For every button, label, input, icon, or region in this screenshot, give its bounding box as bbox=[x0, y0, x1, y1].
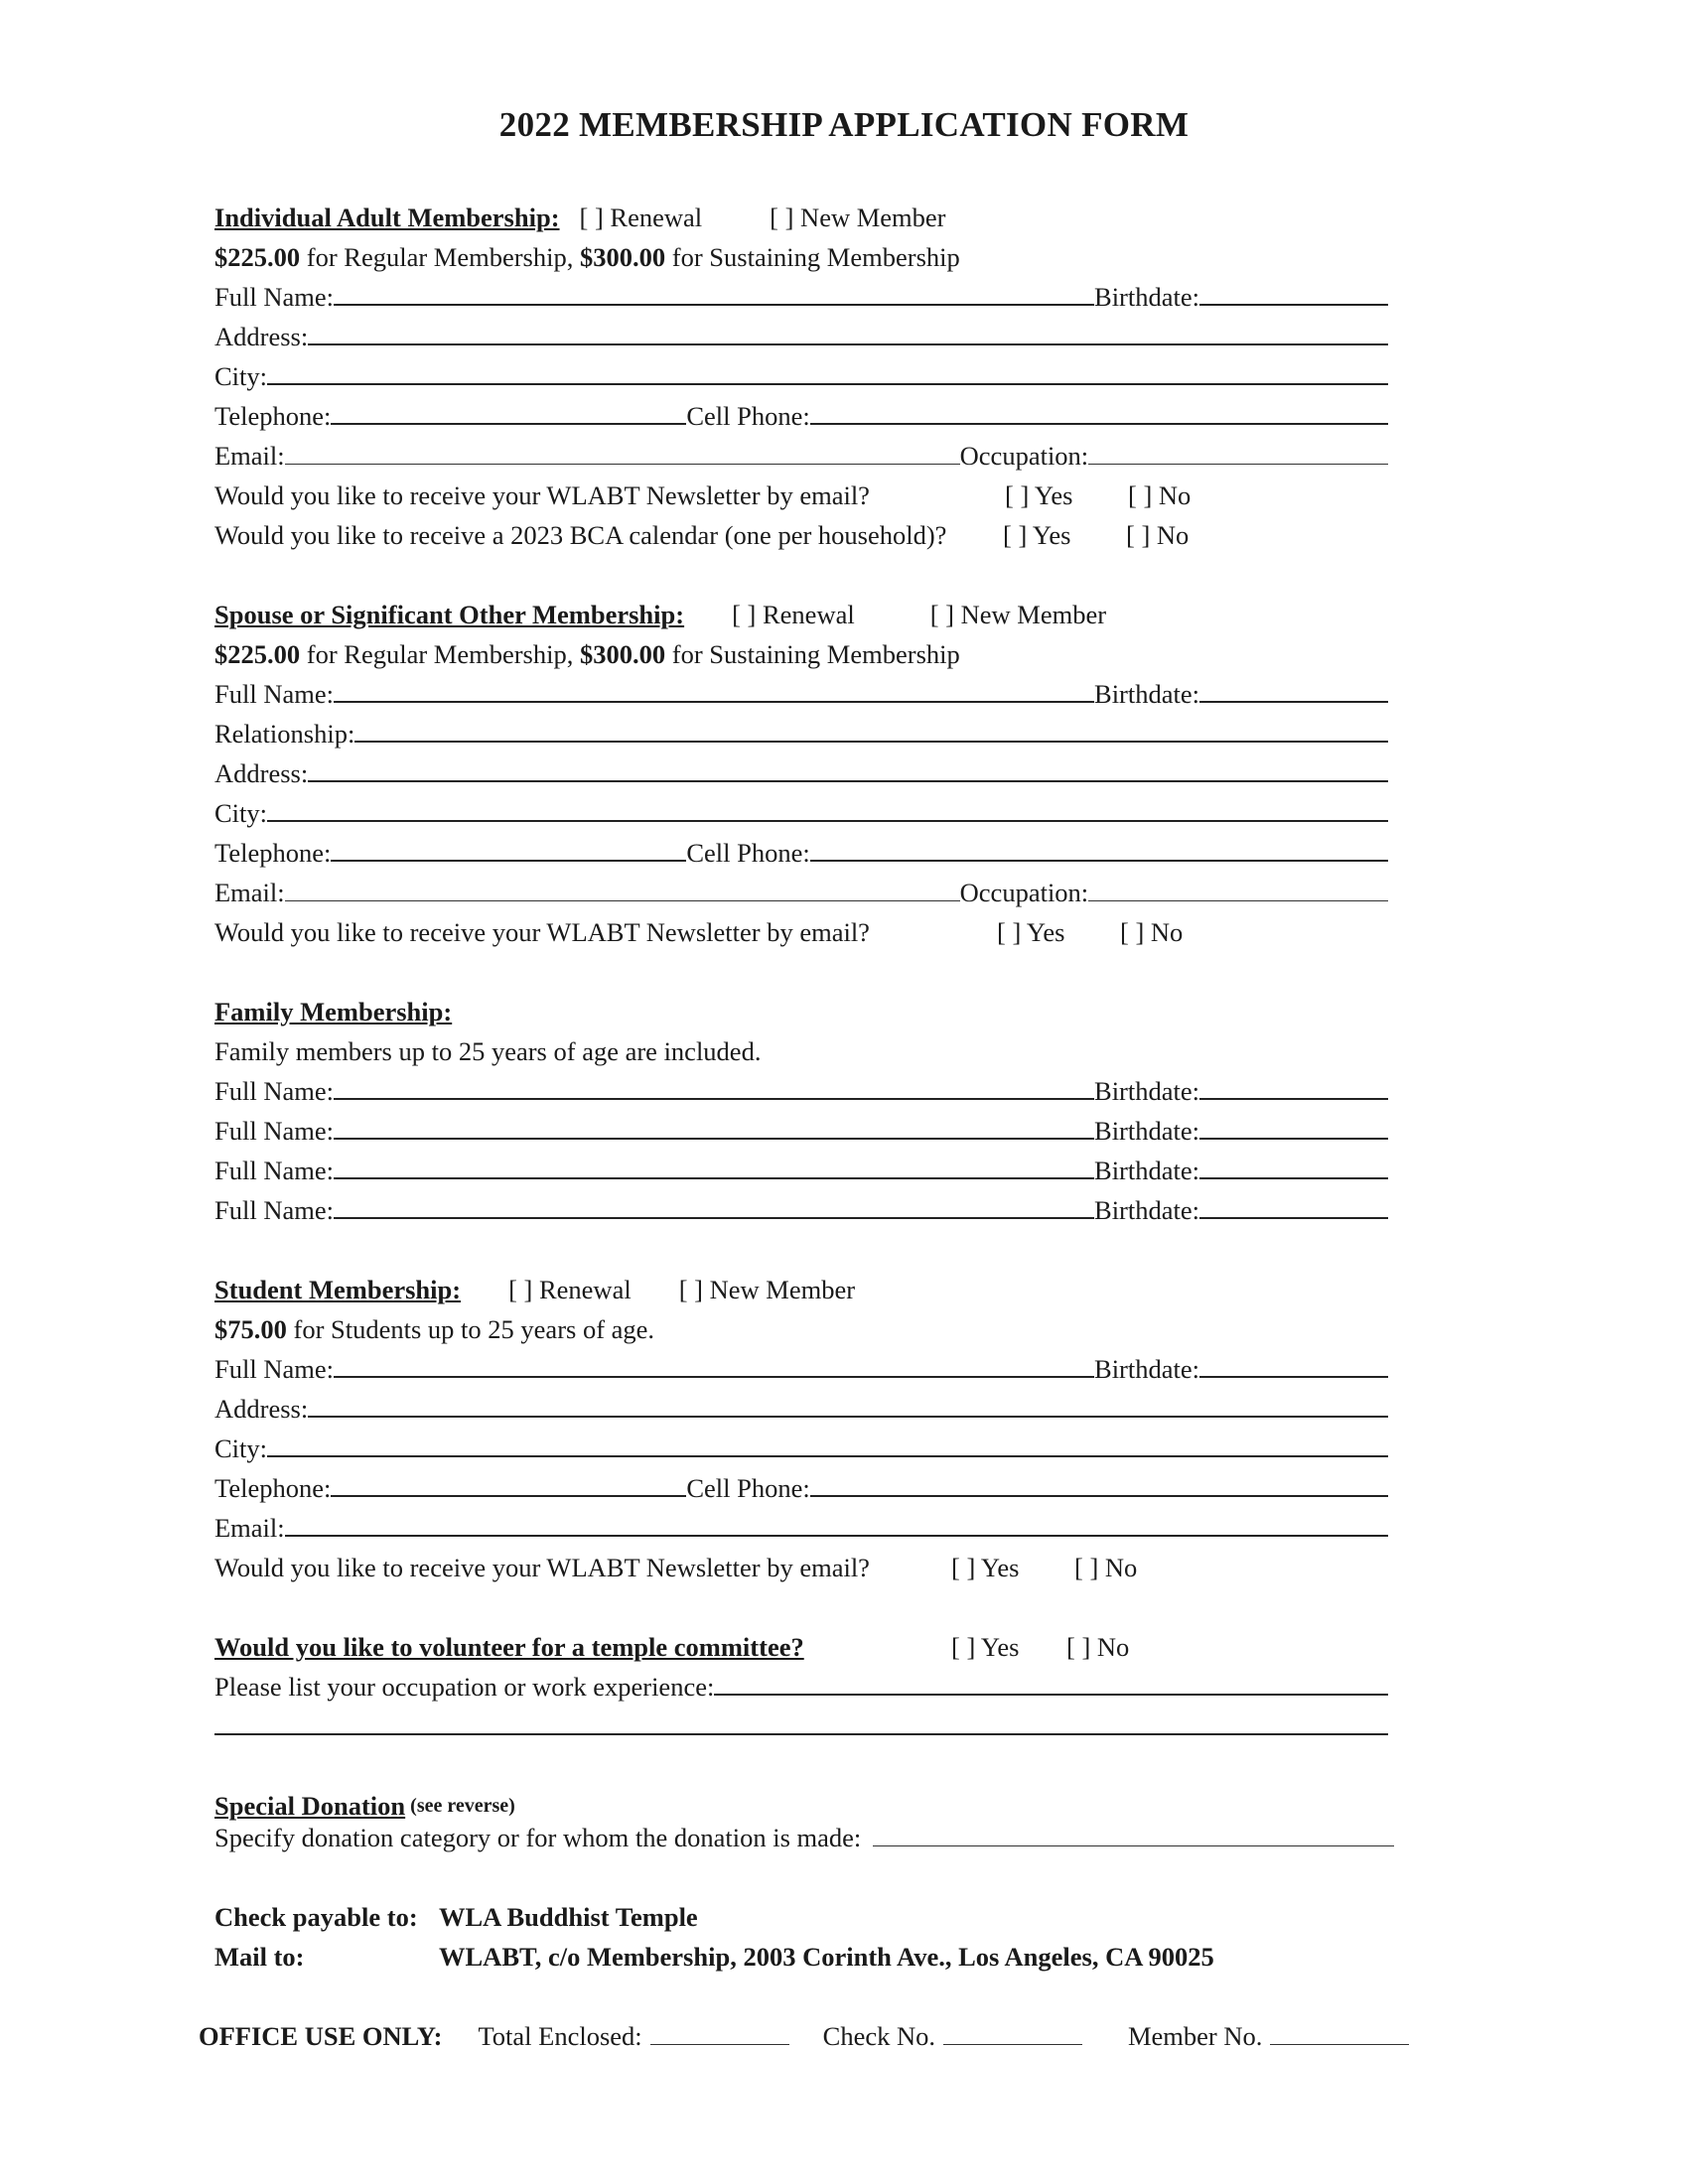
office-use-label: OFFICE USE ONLY: bbox=[199, 2021, 443, 2051]
student-birthdate-field[interactable] bbox=[1199, 1375, 1388, 1378]
city-label: City: bbox=[214, 361, 268, 391]
family-full-name-field-2[interactable] bbox=[334, 1137, 1094, 1140]
total-enclosed-field[interactable] bbox=[650, 2043, 789, 2045]
cell-phone-label: Cell Phone: bbox=[686, 838, 810, 868]
individual-new-member-checkbox[interactable]: [ ] New Member bbox=[770, 203, 946, 232]
student-address-field[interactable] bbox=[308, 1415, 1388, 1418]
student-telephone-field[interactable] bbox=[331, 1494, 686, 1497]
birthdate-label: Birthdate: bbox=[1094, 1076, 1199, 1106]
member-no-label: Member No. bbox=[1127, 2021, 1263, 2051]
birthdate-label: Birthdate: bbox=[1094, 282, 1199, 312]
individual-birthdate-field[interactable] bbox=[1199, 303, 1388, 306]
address-label: Address: bbox=[214, 758, 309, 788]
spouse-price-row bbox=[214, 629, 1388, 669]
individual-renewal-checkbox[interactable]: [ ] Renewal bbox=[579, 203, 703, 232]
student-newsletter-yes[interactable]: [ ] Yes bbox=[951, 1553, 1020, 1582]
family-full-name-field-1[interactable] bbox=[334, 1097, 1094, 1100]
spouse-city-row bbox=[214, 788, 1388, 828]
individual-occupation-field[interactable] bbox=[1088, 463, 1388, 465]
family-member-row-2 bbox=[214, 1106, 1388, 1146]
spouse-cell-phone-field[interactable] bbox=[810, 859, 1388, 862]
spouse-relationship-field[interactable] bbox=[354, 740, 1388, 743]
student-new-member-checkbox[interactable]: [ ] New Member bbox=[678, 1275, 856, 1304]
spouse-new-member-checkbox[interactable]: [ ] New Member bbox=[929, 600, 1107, 629]
email-label: Email: bbox=[214, 441, 285, 471]
student-header: Student Membership: bbox=[214, 1275, 462, 1304]
mail-to-value: WLABT, c/o Membership, 2003 Corinth Ave., Los Angeles, CA 90025 bbox=[439, 1942, 1214, 1972]
total-enclosed-label: Total Enclosed: bbox=[478, 2021, 642, 2051]
telephone-label: Telephone: bbox=[214, 1473, 332, 1503]
individual-calendar-yes[interactable]: [ ] Yes bbox=[1003, 520, 1071, 550]
student-phone-row bbox=[214, 1463, 1388, 1503]
family-full-name-field-3[interactable] bbox=[334, 1176, 1094, 1179]
birthdate-label: Birthdate: bbox=[1094, 679, 1199, 709]
individual-price-regular: $225.00 bbox=[214, 242, 301, 272]
family-note: Family members up to 25 years of age are included. bbox=[214, 1036, 762, 1066]
full-name-label: Full Name: bbox=[214, 1354, 334, 1384]
family-member-row-3 bbox=[214, 1146, 1388, 1185]
telephone-label: Telephone: bbox=[214, 838, 332, 868]
spouse-newsletter-yes[interactable]: [ ] Yes bbox=[997, 917, 1065, 947]
form-title: 2022 MEMBERSHIP APPLICATION FORM bbox=[498, 105, 1190, 144]
cell-phone-label: Cell Phone: bbox=[686, 1473, 810, 1503]
family-header-row bbox=[214, 987, 1388, 1026]
spouse-price-regular: $225.00 bbox=[214, 639, 301, 669]
family-note-row bbox=[214, 1026, 1388, 1066]
birthdate-label: Birthdate: bbox=[1094, 1354, 1199, 1384]
individual-city-row bbox=[214, 351, 1388, 391]
student-email-field[interactable] bbox=[285, 1534, 1388, 1537]
individual-full-name-field[interactable] bbox=[334, 303, 1094, 306]
individual-calendar-question: Would you like to receive a 2023 BCA calendar (one per household)? bbox=[214, 520, 947, 550]
donation-prompt-label: Specify donation category or for whom the donation is made: bbox=[214, 1823, 862, 1852]
student-cell-phone-field[interactable] bbox=[810, 1494, 1388, 1497]
student-newsletter-row bbox=[214, 1543, 1388, 1582]
student-email-row bbox=[214, 1503, 1388, 1543]
birthdate-label: Birthdate: bbox=[1094, 1195, 1199, 1225]
individual-phone-row bbox=[214, 391, 1388, 431]
family-birthdate-field-1[interactable] bbox=[1199, 1097, 1388, 1100]
spouse-price-sustaining-text: for Sustaining Membership bbox=[665, 639, 960, 669]
spouse-price-sustaining: $300.00 bbox=[580, 639, 666, 669]
family-birthdate-field-2[interactable] bbox=[1199, 1137, 1388, 1140]
student-city-field[interactable] bbox=[267, 1454, 1388, 1457]
spouse-newsletter-question: Would you like to receive your WLABT Newsletter by email? bbox=[214, 917, 870, 947]
student-price-text: for Students up to 25 years of age. bbox=[286, 1314, 655, 1344]
family-member-row-1 bbox=[214, 1066, 1388, 1106]
mail-to-row bbox=[214, 1932, 1388, 1972]
volunteer-experience-field[interactable] bbox=[714, 1693, 1388, 1696]
student-name-row bbox=[214, 1344, 1388, 1384]
spouse-address-row bbox=[214, 749, 1388, 788]
spouse-occupation-field[interactable] bbox=[1088, 899, 1388, 901]
spouse-full-name-field[interactable] bbox=[334, 700, 1094, 703]
donation-see-reverse: (see reverse) bbox=[405, 1795, 515, 1817]
student-price: $75.00 bbox=[214, 1314, 287, 1344]
individual-newsletter-no[interactable]: [ ] No bbox=[1128, 480, 1192, 510]
address-label: Address: bbox=[214, 322, 309, 351]
individual-email-field[interactable] bbox=[285, 463, 960, 465]
full-name-label: Full Name: bbox=[214, 679, 334, 709]
birthdate-label: Birthdate: bbox=[1094, 1116, 1199, 1146]
individual-header: Individual Adult Membership: bbox=[214, 203, 560, 232]
occupation-label: Occupation: bbox=[959, 878, 1089, 907]
check-no-field[interactable] bbox=[943, 2043, 1082, 2045]
spouse-name-row bbox=[214, 669, 1388, 709]
individual-price-regular-text: for Regular Membership, bbox=[300, 242, 580, 272]
individual-newsletter-question: Would you like to receive your WLABT Newsletter by email? bbox=[214, 480, 870, 510]
full-name-label: Full Name: bbox=[214, 1076, 334, 1106]
individual-telephone-field[interactable] bbox=[331, 422, 686, 425]
volunteer-experience-field-2[interactable] bbox=[214, 1732, 1388, 1735]
individual-price-sustaining-text: for Sustaining Membership bbox=[665, 242, 960, 272]
family-header: Family Membership: bbox=[214, 997, 453, 1026]
individual-address-field[interactable] bbox=[308, 342, 1388, 345]
individual-cell-phone-field[interactable] bbox=[810, 422, 1388, 425]
volunteer-header-row bbox=[214, 1622, 1388, 1662]
student-newsletter-no[interactable]: [ ] No bbox=[1074, 1553, 1138, 1582]
volunteer-no[interactable]: [ ] No bbox=[1066, 1632, 1130, 1662]
city-label: City: bbox=[214, 798, 268, 828]
volunteer-experience-label: Please list your occupation or work experience: bbox=[214, 1672, 715, 1702]
spouse-renewal-checkbox[interactable]: [ ] Renewal bbox=[732, 600, 855, 629]
full-name-label: Full Name: bbox=[214, 282, 334, 312]
individual-newsletter-row bbox=[214, 471, 1388, 510]
spouse-telephone-field[interactable] bbox=[331, 859, 686, 862]
donation-row bbox=[214, 1813, 1394, 1852]
birthdate-label: Birthdate: bbox=[1094, 1156, 1199, 1185]
individual-header-row bbox=[214, 193, 1388, 232]
individual-price-row bbox=[214, 232, 1388, 272]
spouse-email-row bbox=[214, 868, 1388, 907]
individual-name-row bbox=[214, 272, 1388, 312]
donation-field[interactable] bbox=[873, 1844, 1394, 1846]
student-city-row bbox=[214, 1424, 1388, 1463]
volunteer-experience-row-2 bbox=[214, 1702, 1388, 1741]
spouse-header: Spouse or Significant Other Membership: bbox=[214, 600, 685, 629]
office-use-row bbox=[199, 2011, 1450, 2051]
member-no-field[interactable] bbox=[1270, 2043, 1409, 2045]
family-member-row-4 bbox=[214, 1185, 1388, 1225]
mail-to-label: Mail to: bbox=[214, 1942, 305, 1972]
check-payable-row bbox=[214, 1892, 1388, 1932]
individual-city-field[interactable] bbox=[267, 382, 1388, 385]
spouse-birthdate-field[interactable] bbox=[1199, 700, 1388, 703]
student-address-row bbox=[214, 1384, 1388, 1424]
spouse-email-field[interactable] bbox=[285, 899, 960, 901]
student-renewal-checkbox[interactable]: [ ] Renewal bbox=[508, 1275, 632, 1304]
student-price-row bbox=[214, 1304, 1388, 1344]
donation-header: Special Donation bbox=[214, 1791, 406, 1821]
individual-newsletter-yes[interactable]: [ ] Yes bbox=[1005, 480, 1073, 510]
family-full-name-field-4[interactable] bbox=[334, 1216, 1094, 1219]
address-label: Address: bbox=[214, 1394, 309, 1424]
email-label: Email: bbox=[214, 1513, 285, 1543]
spouse-newsletter-no[interactable]: [ ] No bbox=[1120, 917, 1184, 947]
individual-calendar-no[interactable]: [ ] No bbox=[1126, 520, 1190, 550]
check-payable-value: WLA Buddhist Temple bbox=[439, 1902, 698, 1932]
spouse-price-regular-text: for Regular Membership, bbox=[300, 639, 580, 669]
telephone-label: Telephone: bbox=[214, 401, 332, 431]
city-label: City: bbox=[214, 1433, 268, 1463]
volunteer-header: Would you like to volunteer for a temple committee? bbox=[214, 1632, 804, 1662]
check-no-label: Check No. bbox=[822, 2021, 935, 2051]
spouse-address-field[interactable] bbox=[308, 779, 1388, 782]
check-payable-label: Check payable to: bbox=[214, 1902, 418, 1932]
occupation-label: Occupation: bbox=[959, 441, 1089, 471]
individual-price-sustaining: $300.00 bbox=[580, 242, 666, 272]
relationship-label: Relationship: bbox=[214, 719, 355, 749]
email-label: Email: bbox=[214, 878, 285, 907]
spouse-relationship-row bbox=[214, 709, 1388, 749]
volunteer-yes[interactable]: [ ] Yes bbox=[951, 1632, 1020, 1662]
spouse-newsletter-row bbox=[214, 907, 1388, 947]
family-birthdate-field-3[interactable] bbox=[1199, 1176, 1388, 1179]
spouse-city-field[interactable] bbox=[267, 819, 1388, 822]
student-full-name-field[interactable] bbox=[334, 1375, 1094, 1378]
individual-address-row bbox=[214, 312, 1388, 351]
spouse-header-row bbox=[214, 590, 1388, 629]
family-birthdate-field-4[interactable] bbox=[1199, 1216, 1388, 1219]
full-name-label: Full Name: bbox=[214, 1156, 334, 1185]
spouse-phone-row bbox=[214, 828, 1388, 868]
student-newsletter-question: Would you like to receive your WLABT Newsletter by email? bbox=[214, 1553, 870, 1582]
individual-email-row bbox=[214, 431, 1388, 471]
student-header-row bbox=[214, 1265, 1388, 1304]
cell-phone-label: Cell Phone: bbox=[686, 401, 810, 431]
full-name-label: Full Name: bbox=[214, 1116, 334, 1146]
volunteer-experience-row bbox=[214, 1662, 1388, 1702]
individual-calendar-row bbox=[214, 510, 1388, 550]
full-name-label: Full Name: bbox=[214, 1195, 334, 1225]
